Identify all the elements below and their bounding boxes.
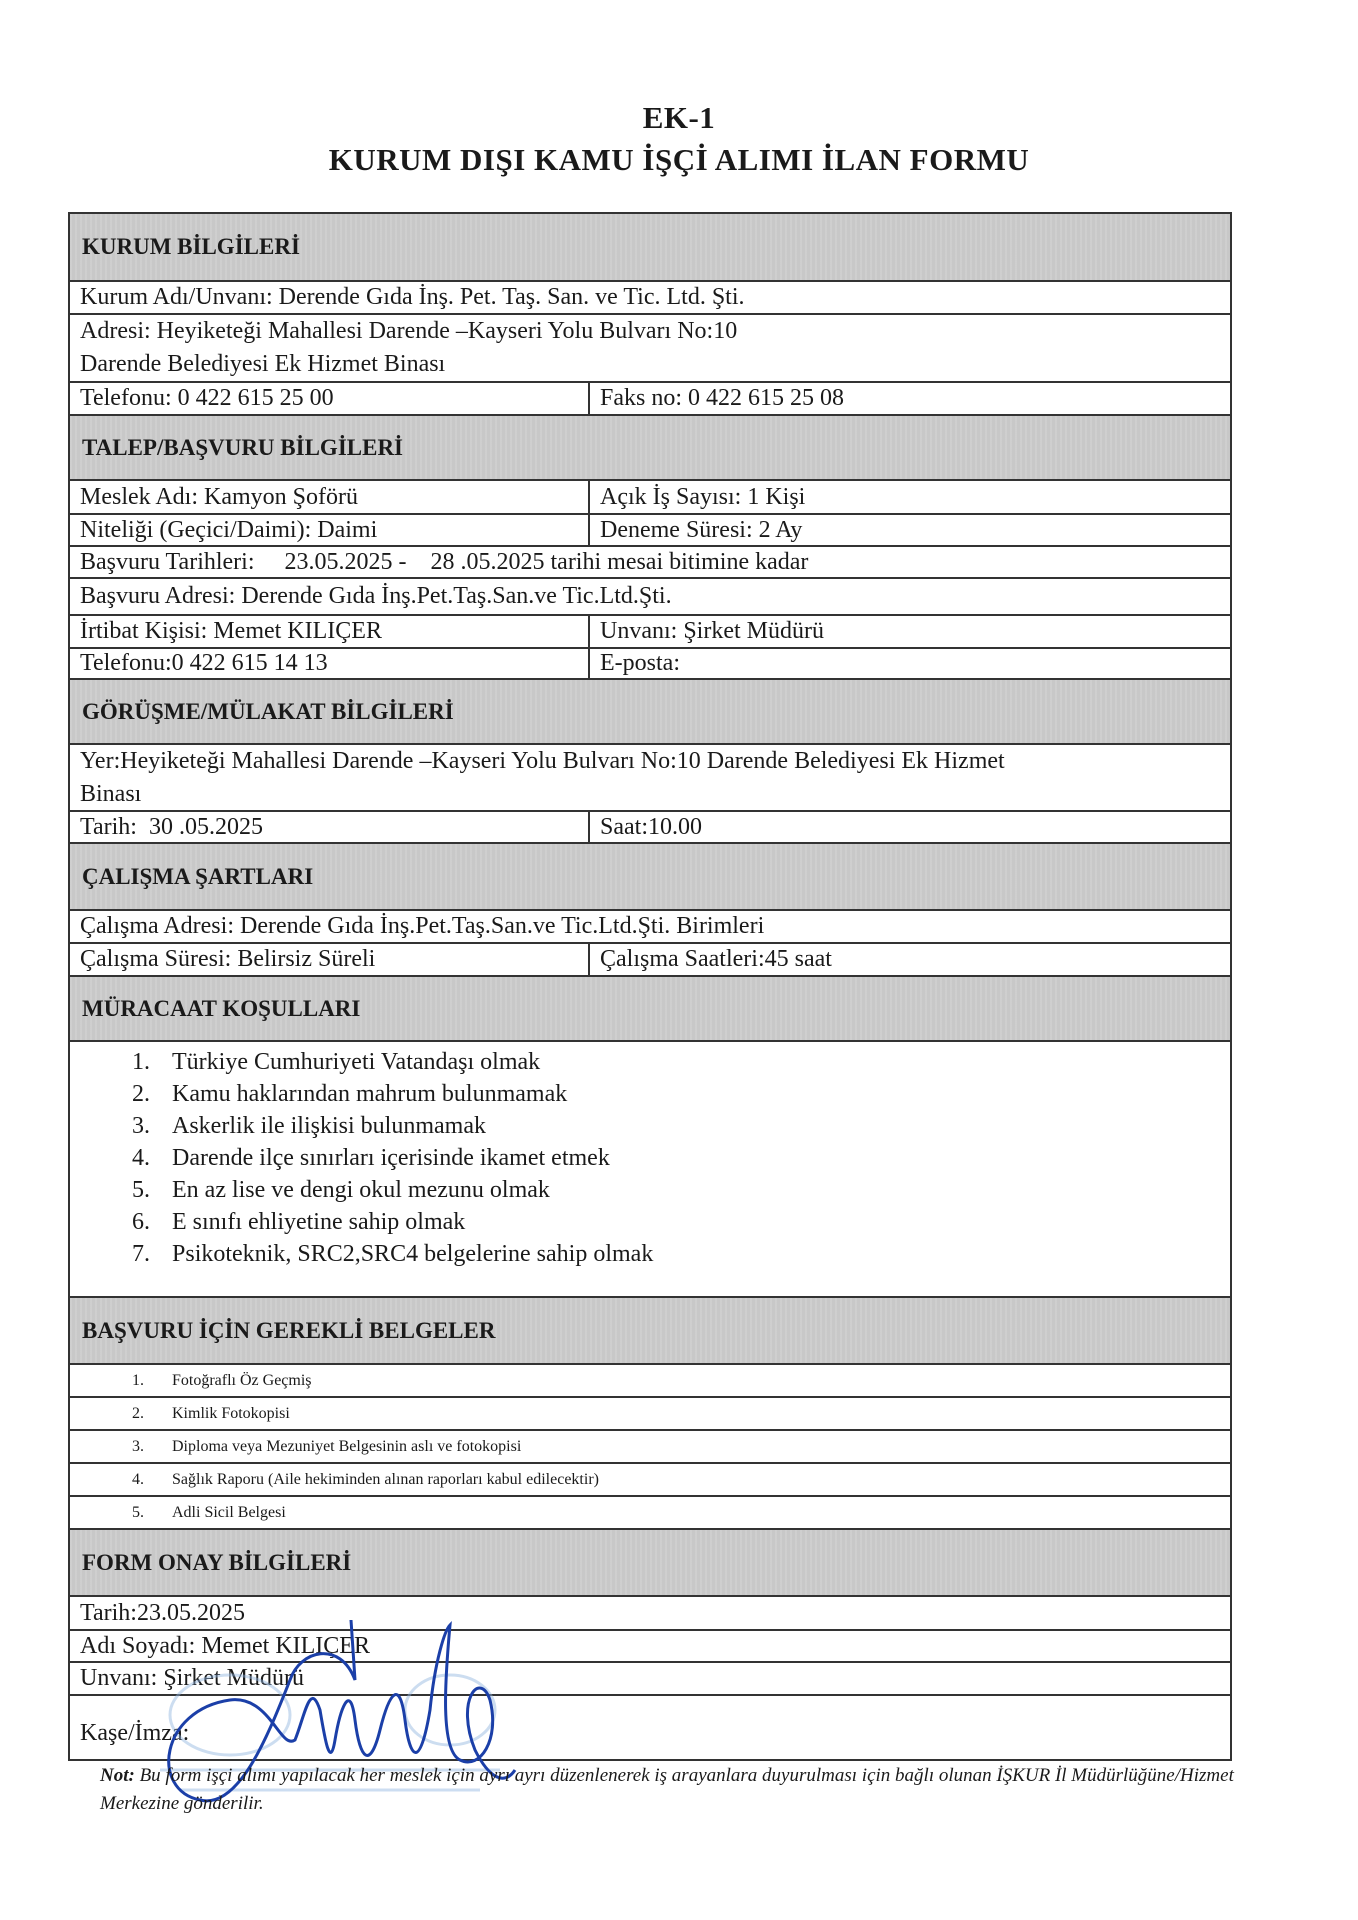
list-item xyxy=(70,1497,1230,1530)
item-number: 2. xyxy=(132,1404,144,1422)
item-number: 5. xyxy=(132,1176,150,1203)
item-number: 3. xyxy=(132,1112,150,1139)
deneme-suresi: Deneme Süresi: 2 Ay xyxy=(600,516,803,543)
list-item xyxy=(70,1142,1230,1174)
section-belgeler-header: BAŞVURU İÇİN GEREKLİ BELGELER xyxy=(70,1298,1230,1365)
gorusme-yer-line2: Binası xyxy=(80,780,142,807)
calisma-saatleri: Çalışma Saatleri:45 saat xyxy=(600,946,832,972)
document-code: EK-1 xyxy=(642,100,716,135)
onay-kase-imza: Kaşe/İmza: xyxy=(80,1720,190,1746)
list-item xyxy=(70,1174,1230,1206)
gorusme-yer xyxy=(70,745,1230,810)
item-number: 2. xyxy=(132,1080,150,1107)
muracaat-list xyxy=(70,1042,1230,1298)
item-number: 1. xyxy=(132,1048,150,1075)
onay-adi-soyadi: Adı Soyadı: Memet KILIÇER xyxy=(80,1632,370,1659)
gorusme-saat: Saat:10.00 xyxy=(600,813,702,840)
list-item xyxy=(70,1431,1230,1464)
item-text: Kamu haklarından mahrum bulunmamak xyxy=(172,1080,568,1107)
item-number: 6. xyxy=(132,1208,150,1235)
footnote-text: Bu form işçi alımı yapılacak her meslek için ayrı ayrı düzenlenerek iş arayanlara duyurulması için bağlı olunan İŞKUR İl Müdürlüğüne/Hizmet Merkezine gönderilir. xyxy=(100,1765,1234,1814)
item-number: 3. xyxy=(132,1437,144,1455)
document-title: KURUM DIŞI KAMU İŞÇİ ALIMI İLAN FORMU xyxy=(328,142,1030,177)
section-calisma-header: ÇALIŞMA ŞARTLARI xyxy=(70,844,1230,911)
section-onay-header: FORM ONAY BİLGİLERİ xyxy=(70,1530,1230,1597)
kurum-faks: Faks no: 0 422 615 25 08 xyxy=(600,385,845,411)
kurum-adres-line1: Adresi: Heyiketeği Mahallesi Darende –Kayseri Yolu Bulvarı No:10 xyxy=(80,318,738,344)
kurum-adres-line2: Darende Belediyesi Ek Hizmet Binası xyxy=(80,351,446,377)
irtibat-kisisi: İrtibat Kişisi: Memet KILIÇER xyxy=(70,616,590,647)
list-item xyxy=(70,1046,1230,1078)
list-item xyxy=(70,1365,1230,1398)
item-text: En az lise ve dengi okul mezunu olmak xyxy=(172,1176,550,1203)
basvuru-tarihleri: Başvuru Tarihleri: 23.05.2025 - 28 .05.2025 tarihi mesai bitimine kadar xyxy=(80,548,809,575)
irtibat-telefon: Telefonu:0 422 615 14 13 xyxy=(70,649,590,678)
basvuru-adresi: Başvuru Adresi: Derende Gıda İnş.Pet.Taş.San.ve Tic.Ltd.Şti. xyxy=(80,583,672,609)
item-number: 4. xyxy=(132,1144,150,1171)
item-text: Türkiye Cumhuriyeti Vatandaşı olmak xyxy=(172,1048,541,1075)
gorusme-tarih: Tarih: 30 .05.2025 xyxy=(70,812,590,842)
item-number: 4. xyxy=(132,1470,144,1488)
list-item xyxy=(70,1238,1230,1270)
footnote-label: Not: xyxy=(100,1765,135,1786)
item-number: 7. xyxy=(132,1240,150,1267)
list-item xyxy=(70,1110,1230,1142)
item-text: Sağlık Raporu (Aile hekiminden alınan raporları kabul edilecektir) xyxy=(172,1470,599,1488)
item-text: Fotoğraflı Öz Geçmiş xyxy=(172,1371,312,1389)
kurum-adres xyxy=(70,315,1230,381)
calisma-adresi: Çalışma Adresi: Derende Gıda İnş.Pet.Taş.San.ve Tic.Ltd.Şti. Birimleri xyxy=(80,913,765,939)
item-text: E sınıfı ehliyetine sahip olmak xyxy=(172,1208,466,1235)
footnote xyxy=(100,1762,1310,1818)
meslek-adi: Meslek Adı: Kamyon Şoförü xyxy=(70,481,590,513)
section-kurum-header: KURUM BİLGİLERİ xyxy=(70,214,1230,282)
onay-tarih: Tarih:23.05.2025 xyxy=(80,1599,245,1626)
item-text: Adli Sicil Belgesi xyxy=(172,1503,286,1521)
kurum-adi: Kurum Adı/Unvanı: Derende Gıda İnş. Pet. Taş. San. ve Tic. Ltd. Şti. xyxy=(80,284,745,310)
item-text: Diploma veya Mezuniyet Belgesinin aslı ve fotokopisi xyxy=(172,1437,522,1455)
irtibat-unvan: Unvanı: Şirket Müdürü xyxy=(600,618,824,644)
niteligi: Niteliği (Geçici/Daimi): Daimi xyxy=(70,515,590,545)
section-gorusme-header: GÖRÜŞME/MÜLAKAT BİLGİLERİ xyxy=(70,680,1230,745)
item-number: 5. xyxy=(132,1503,144,1521)
irtibat-eposta: E-posta: xyxy=(600,650,680,676)
list-item xyxy=(70,1078,1230,1110)
list-item xyxy=(70,1464,1230,1497)
item-number: 1. xyxy=(132,1371,144,1389)
onay-unvan: Unvanı: Şirket Müdürü xyxy=(80,1665,304,1691)
item-text: Kimlik Fotokopisi xyxy=(172,1404,290,1422)
gorusme-yer-line1: Yer:Heyiketeği Mahallesi Darende –Kayseri Yolu Bulvarı No:10 Darende Belediyesi Ek Hizmet xyxy=(80,747,1005,774)
section-talep-header: TALEP/BAŞVURU BİLGİLERİ xyxy=(70,416,1230,481)
item-text: Darende ilçe sınırları içerisinde ikamet etmek xyxy=(172,1144,610,1171)
calisma-suresi: Çalışma Süresi: Belirsiz Süreli xyxy=(70,944,590,975)
item-text: Psikoteknik, SRC2,SRC4 belgelerine sahip olmak xyxy=(172,1240,654,1267)
kurum-telefon: Telefonu: 0 422 615 25 00 xyxy=(70,383,590,414)
list-item xyxy=(70,1398,1230,1431)
belgeler-list xyxy=(70,1365,1230,1530)
section-muracaat-header: MÜRACAAT KOŞULLARI xyxy=(70,977,1230,1042)
acik-is-sayisi: Açık İş Sayısı: 1 Kişi xyxy=(600,483,806,510)
item-text: Askerlik ile ilişkisi bulunmamak xyxy=(172,1112,486,1139)
list-item xyxy=(70,1206,1230,1238)
announcement-form xyxy=(68,212,1232,1761)
